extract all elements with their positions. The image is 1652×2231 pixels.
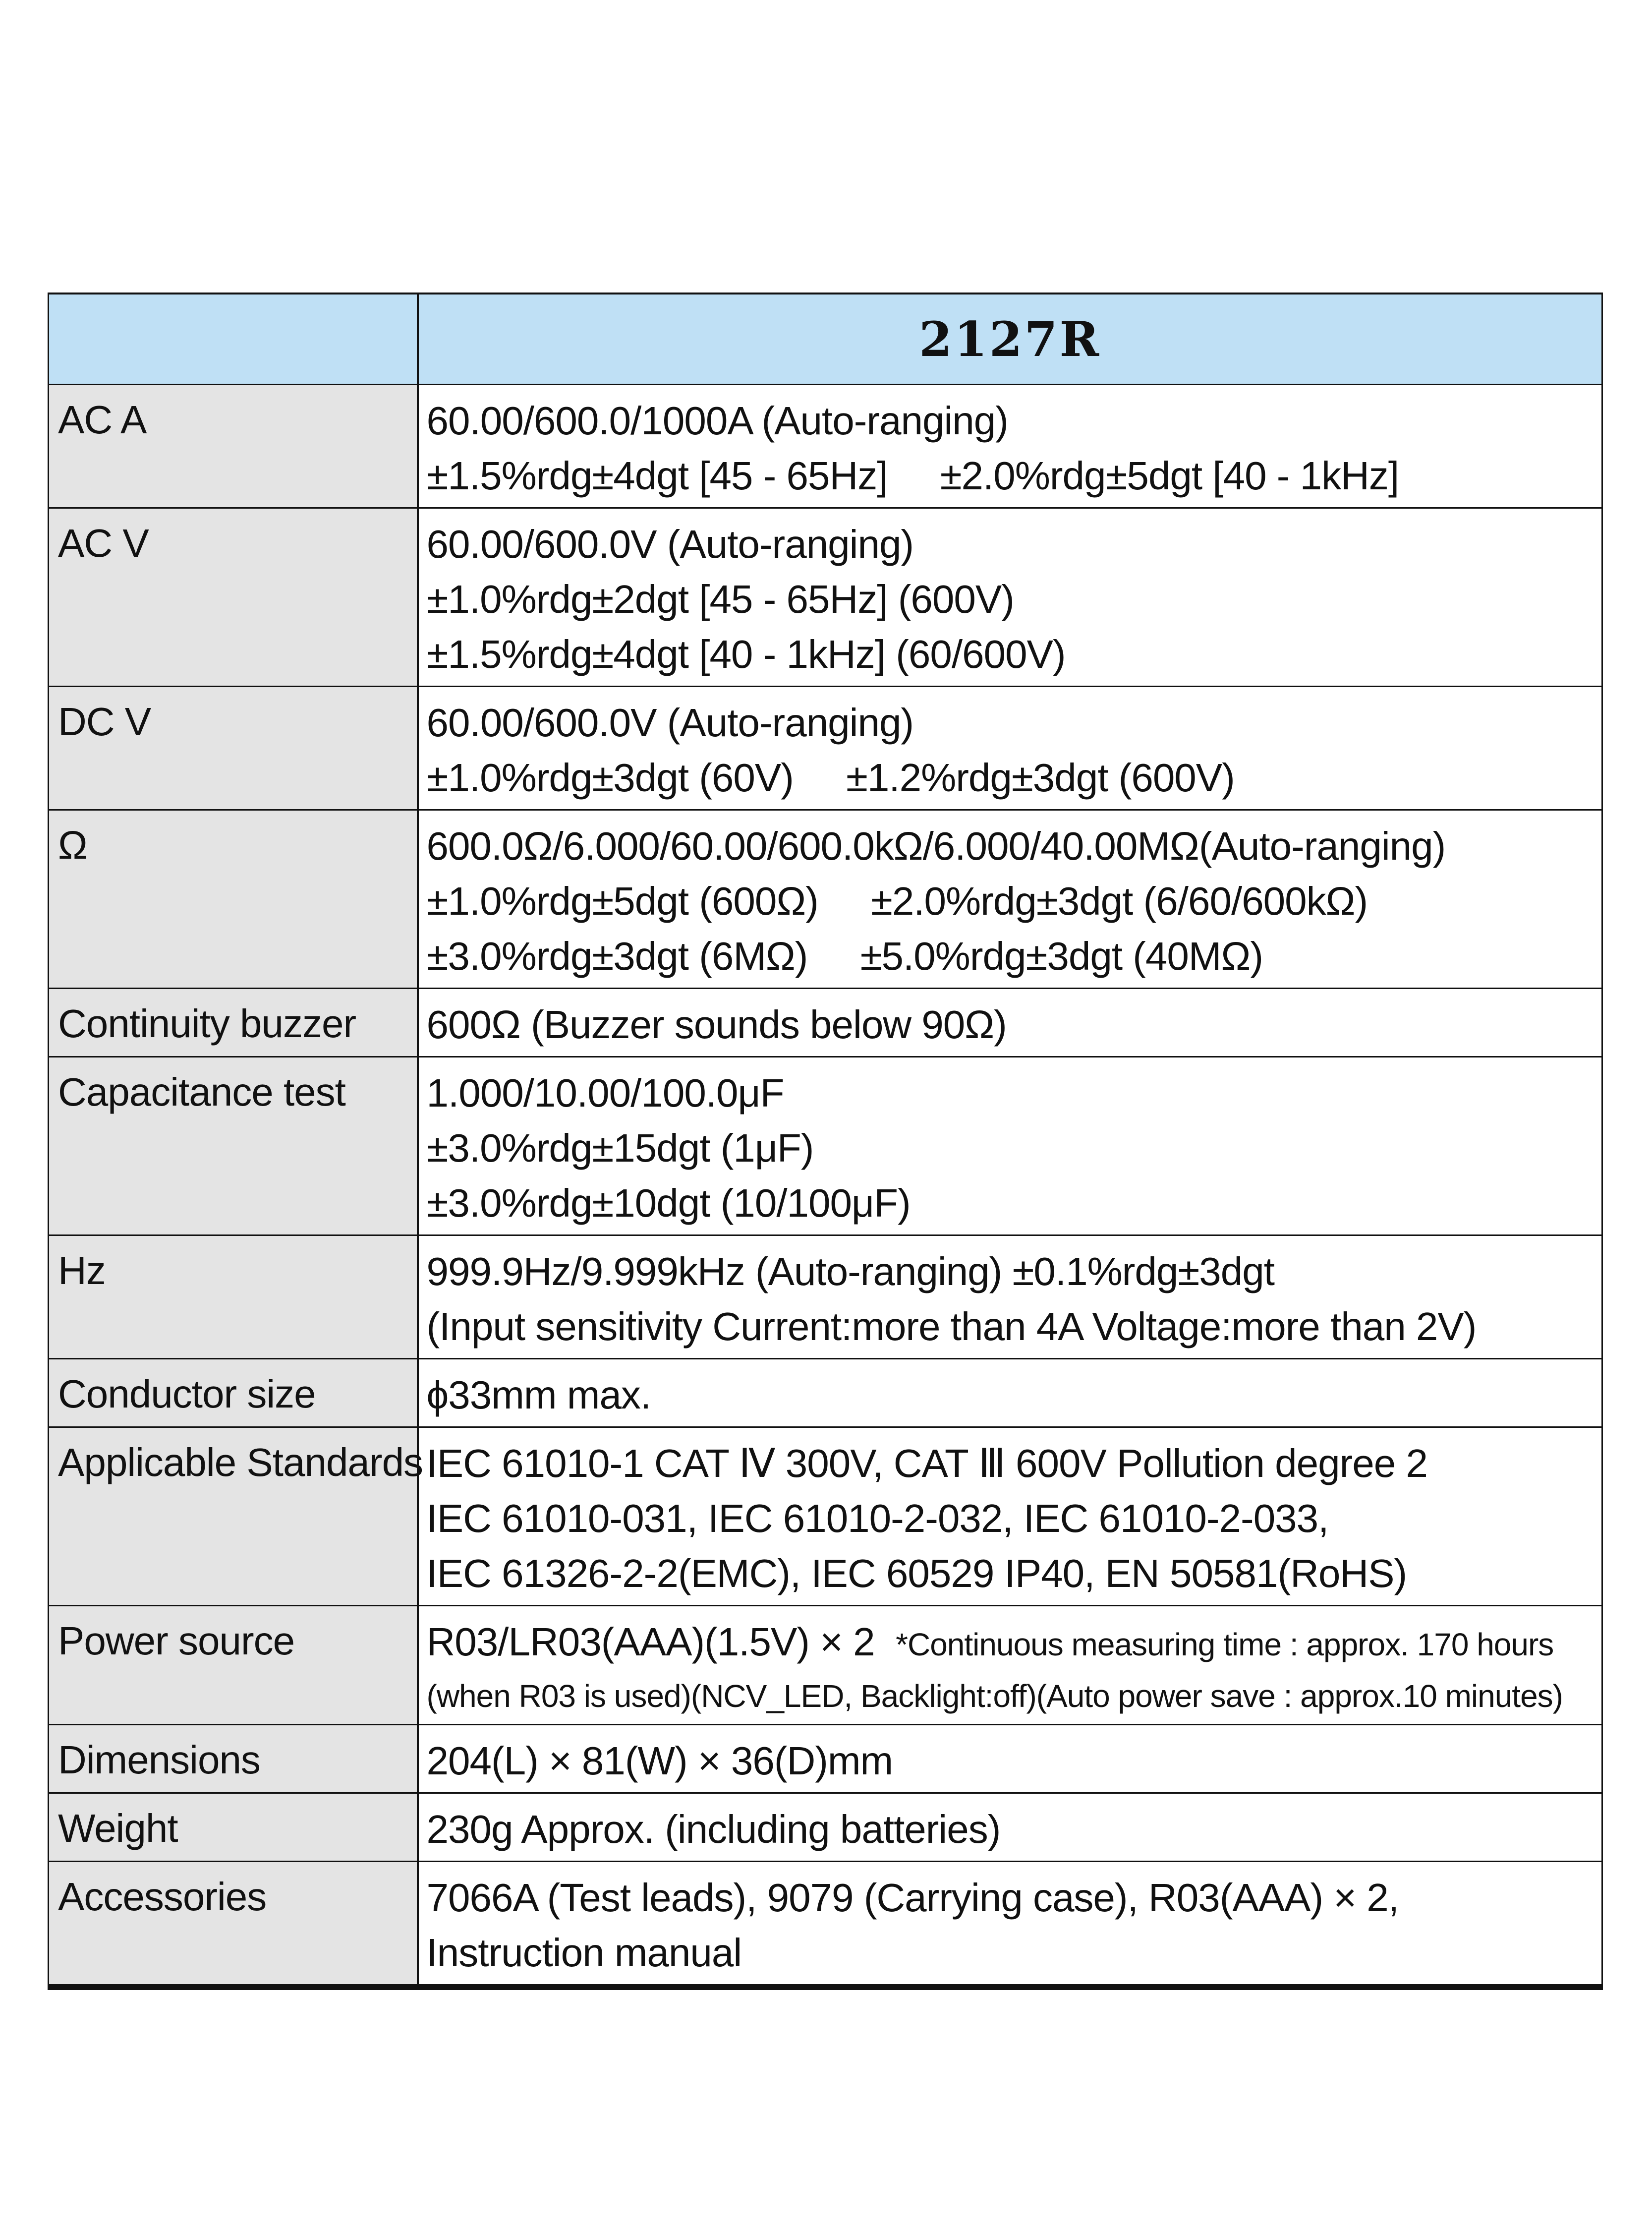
spec-label: Accessories bbox=[49, 1862, 418, 1988]
spec-value bbox=[418, 1793, 1602, 1862]
spec-value bbox=[418, 1725, 1602, 1793]
spec-row-capacitance-test bbox=[49, 1057, 1602, 1235]
spec-value bbox=[418, 1606, 1602, 1725]
spec-row-dimensions bbox=[49, 1725, 1602, 1793]
header-row bbox=[49, 294, 1602, 385]
spec-line: 600Ω (Buzzer sounds below 90Ω) bbox=[426, 1002, 1007, 1047]
spec-label: Ω bbox=[49, 810, 418, 989]
spec-value bbox=[418, 810, 1602, 989]
spec-row-conductor-size bbox=[49, 1359, 1602, 1427]
spec-line: IEC 61010-1 CAT Ⅳ 300V, CAT Ⅲ 600V Pollution degree 2 bbox=[426, 1441, 1427, 1485]
spec-line: ±1.0%rdg±3dgt (60V) ±1.2%rdg±3dgt (600V) bbox=[426, 756, 1235, 800]
spec-row-power-source bbox=[49, 1606, 1602, 1725]
spec-line: IEC 61326-2-2(EMC), IEC 60529 IP40, EN 50581(RoHS) bbox=[426, 1551, 1407, 1595]
power-source-note: *Continuous measuring time : approx. 170 hours bbox=[896, 1627, 1554, 1662]
spec-line: ±1.0%rdg±2dgt [45 - 65Hz] (600V) bbox=[426, 577, 1014, 621]
spec-line: 60.00/600.0V (Auto-ranging) bbox=[426, 522, 914, 566]
spec-row-continuity-buzzer bbox=[49, 989, 1602, 1057]
spec-value bbox=[418, 989, 1602, 1057]
spec-line: 60.00/600.0/1000A (Auto-ranging) bbox=[426, 399, 1008, 443]
spec-line: ±3.0%rdg±3dgt (6MΩ) ±5.0%rdg±3dgt (40MΩ) bbox=[426, 934, 1263, 978]
spec-label: Conductor size bbox=[49, 1359, 418, 1427]
spec-line: ϕ33mm max. bbox=[426, 1373, 651, 1417]
spec-value bbox=[418, 687, 1602, 810]
spec-label: AC A bbox=[49, 385, 418, 508]
spec-row-applicable-standards bbox=[49, 1427, 1602, 1606]
spec-line: 600.0Ω/6.000/60.00/600.0kΩ/6.000/40.00MΩ(Auto-ranging) bbox=[426, 824, 1446, 868]
spec-label: DC V bbox=[49, 687, 418, 810]
spec-line bbox=[427, 1614, 1598, 1672]
spec-row-accessories bbox=[49, 1862, 1602, 1988]
spec-line: ±1.5%rdg±4dgt [45 - 65Hz] ±2.0%rdg±5dgt [40 - 1kHz] bbox=[426, 454, 1399, 498]
spec-line: ±1.0%rdg±5dgt (600Ω) ±2.0%rdg±3dgt (6/60/600kΩ) bbox=[426, 879, 1368, 923]
spec-line: 60.00/600.0V (Auto-ranging) bbox=[426, 701, 914, 745]
spec-label: Dimensions bbox=[49, 1725, 418, 1793]
spec-line: ±3.0%rdg±10dgt (10/100μF) bbox=[426, 1181, 911, 1225]
spec-label: AC V bbox=[49, 508, 418, 687]
spec-value bbox=[418, 385, 1602, 508]
spec-line: (Input sensitivity Current:more than 4A Voltage:more than 2V) bbox=[426, 1304, 1477, 1349]
spec-label: Capacitance test bbox=[49, 1057, 418, 1235]
spec-line: IEC 61010-031, IEC 61010-2-032, IEC 61010-2-033, bbox=[426, 1496, 1329, 1540]
spec-row-hz bbox=[49, 1235, 1602, 1359]
spec-row-resistance bbox=[49, 810, 1602, 989]
spec-row-ac-a bbox=[49, 385, 1602, 508]
spec-line: ±3.0%rdg±15dgt (1μF) bbox=[426, 1126, 814, 1170]
spec-label: Power source bbox=[49, 1606, 418, 1725]
spec-line: 204(L) × 81(W) × 36(D)mm bbox=[426, 1739, 893, 1783]
spec-row-dc-v bbox=[49, 687, 1602, 810]
spec-label: Continuity buzzer bbox=[49, 989, 418, 1057]
spec-row-ac-v bbox=[49, 508, 1602, 687]
spec-table bbox=[48, 293, 1603, 1990]
spec-line: ±1.5%rdg±4dgt [40 - 1kHz] (60/600V) bbox=[426, 632, 1066, 676]
spec-value bbox=[418, 508, 1602, 687]
spec-value bbox=[418, 1359, 1602, 1427]
spec-row-weight bbox=[49, 1793, 1602, 1862]
spec-value bbox=[418, 1427, 1602, 1606]
spec-value bbox=[418, 1862, 1602, 1988]
spec-label: Weight bbox=[49, 1793, 418, 1862]
spec-line: 230g Approx. (including batteries) bbox=[426, 1807, 1001, 1851]
spec-value bbox=[418, 1057, 1602, 1235]
power-source-main: R03/LR03(AAA)(1.5V) × 2 bbox=[426, 1620, 875, 1664]
spec-value bbox=[418, 1235, 1602, 1359]
spec-line: 7066A (Test leads), 9079 (Carrying case), R03(AAA) × 2, bbox=[426, 1876, 1399, 1920]
spec-label: Applicable Standards bbox=[49, 1427, 418, 1606]
spec-line: Instruction manual bbox=[426, 1931, 742, 1975]
spec-label: Hz bbox=[49, 1235, 418, 1359]
model-name: 2127R bbox=[418, 294, 1602, 385]
header-corner-cell bbox=[49, 294, 418, 385]
spec-line-small: (when R03 is used)(NCV_LED, Backlight:off)(Auto power save : approx.10 minutes) bbox=[426, 1678, 1563, 1714]
spec-line: 1.000/10.00/100.0μF bbox=[426, 1071, 784, 1115]
spec-line: 999.9Hz/9.999kHz (Auto-ranging) ±0.1%rdg±3dgt bbox=[426, 1249, 1274, 1293]
